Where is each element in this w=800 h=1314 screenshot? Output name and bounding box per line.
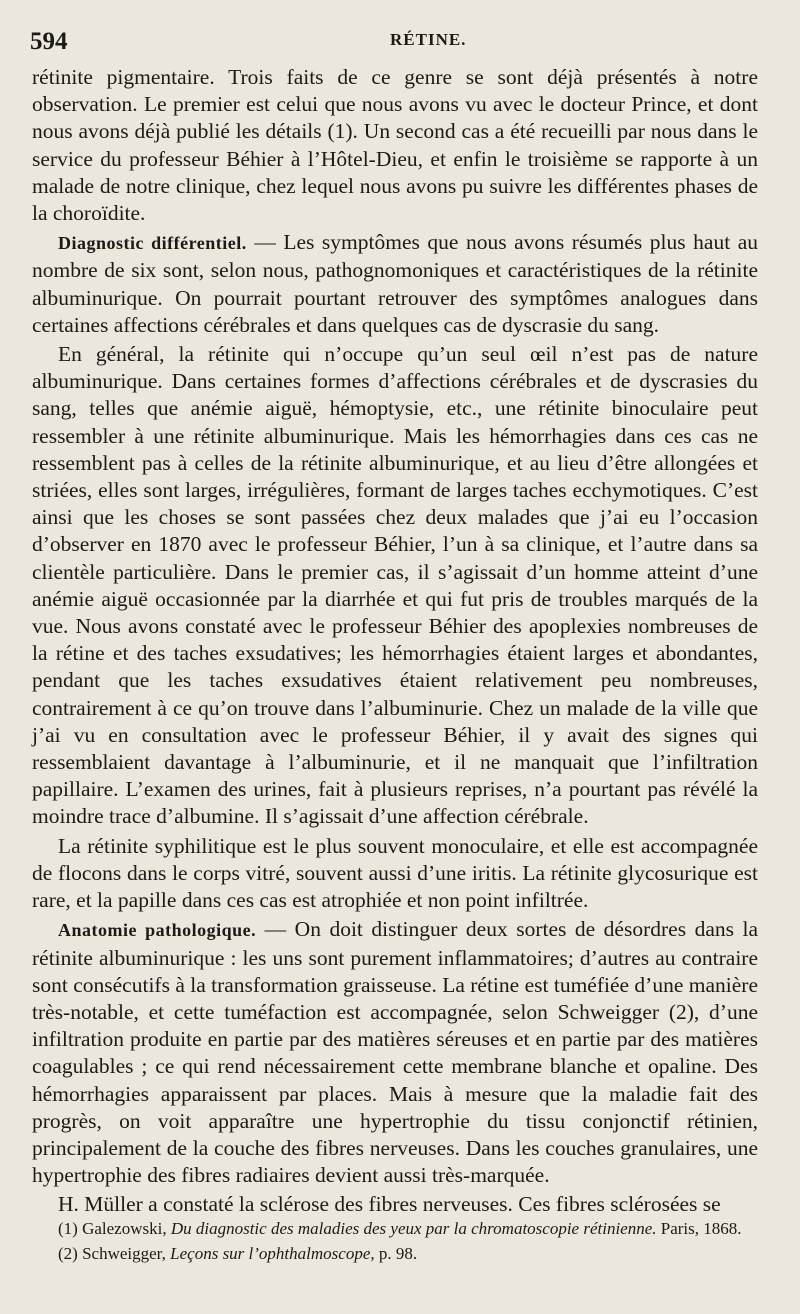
footnote-author: Schweigger, [82, 1244, 166, 1263]
paragraph [32, 916, 758, 1189]
paragraph [32, 64, 758, 227]
paragraph-text: La rétinite syphilitique est le plus souvent monoculaire, et elle est accompagnée de flocons dans le corps vitré, souvent aussi d’une iritis. La rétinite glycosurique est rare, et la papille dans ces cas est atrophiée et non point infiltrée. [32, 833, 758, 913]
body-text [32, 64, 758, 1219]
section-heading-diagnostic: Diagnostic différentiel. [58, 233, 247, 254]
paragraph [32, 833, 758, 915]
paragraph [32, 229, 758, 339]
paragraph-text: — On doit distinguer deux sortes de désordres dans la rétinite albuminurique : les uns sont purement inflammatoires; d’autres au contraire sont consécutifs à la transformation graisseuse. La rétine est tuméfiée d’une manière très-notable, et cette tuméfaction est accompagnée, selon Schweigger (2), d’une infiltration produite en partie par des matières séreuses et en partie par des matières coagulables ; ce qui rend nécessairement cette membrane blanche et opaline. Des hémorrhagies apparaissent par places. Mais à mesure que la maladie fait des progrès, on voit apparaître une hypertrophie du tissu conjonctif rétinien, principalement de la couche des fibres nerveuses. Dans les couches granulaires, une hypertrophie des fibres radiaires devient aussi très-marquée. [32, 917, 758, 1188]
footnote-rest: Paris, 1868. [660, 1219, 742, 1238]
footnote-marker: (1) [58, 1219, 78, 1238]
paragraph-text: rétinite pigmentaire. Trois faits de ce genre se sont déjà présentés à notre observation. Le premier est celui que nous avons vu avec le docteur Prince, et dont nous avons déjà publié les détails (1). Un second cas a été recueilli par nous dans le service du professeur Béhier à l’Hôtel-Dieu, et enfin le troisième se rapporte à un malade de notre clinique, chez lequel nous avons pu suivre les différentes phases de la choroïdite. [32, 65, 758, 226]
footnote-title: Du diagnostic des maladies des yeux par la chromatoscopie rétinienne. [170, 1219, 657, 1238]
footnotes [32, 1218, 758, 1265]
footnote-marker: (2) [58, 1244, 78, 1263]
section-heading-anatomie: Anatomie pathologique. [58, 920, 257, 941]
running-head: RÉTINE. [390, 30, 467, 49]
page-header [30, 28, 770, 62]
footnote [32, 1243, 758, 1265]
footnote-rest: p. 98. [378, 1244, 418, 1263]
paragraph [32, 341, 758, 831]
paragraph-text: — Les symptômes que nous avons résumés plus haut au nombre de six sont, selon nous, pathognomoniques et caractéristiques de la rétinite albuminurique. On pourrait pourtant retrouver des symptômes analogues dans certaines affections cérébrales et dans quelques cas de dyscrasie du sang. [32, 230, 758, 337]
page-number: 594 [30, 28, 68, 55]
paragraph-text: En général, la rétinite qui n’occupe qu’un seul œil n’est pas de nature albuminurique. Dans certaines formes d’affections cérébrales et de dyscrasies du sang, telles que anémie aiguë, hémoptysie, etc., une rétinite binoculaire peut ressembler à une rétinite albuminurique. Mais les hémorrhagies dans ces cas ne ressemblent pas à celles de la rétinite albuminurique, et au lieu d’être allongées et striées, elles sont larges, irrégulières, formant de larges taches ecchymotiques. C’est ainsi que les choses se sont passées chez deux malades que j’ai eu l’occasion d’observer en 1870 avec le professeur Béhier, l’un à sa clinique, et l’autre dans sa clientèle particulière. Dans le premier cas, il s’agissait d’un homme atteint d’une anémie aiguë occasionnée par la diarrhée et qui fut pris de troubles marqués de la vue. Nous avons constaté avec le professeur Béhier des apoplexies nombreuses de la rétine et des taches exsudatives; les hémorrhagies étaient larges et abondantes, pendant que les taches exsudatives étaient relativement peu nombreuses, contrairement à ce qu’on trouve dans l’albuminurie. Chez un malade de la ville que j’ai vu en consultation avec le professeur Béhier, il y avait des signes qui ressemblaient davantage à l’albuminurie, et il ne manquait que l’infiltration papillaire. L’examen des urines, fait à plusieurs reprises, n’a pourtant pas révélé la moindre trace d’albumine. Il s’agissait d’une affection cérébrale. [32, 342, 758, 829]
footnote-author: Galezowski, [82, 1219, 167, 1238]
paragraph-text: H. Müller a constaté la sclérose des fibres nerveuses. Ces fibres sclérosées se [58, 1192, 721, 1217]
paragraph [32, 1191, 758, 1218]
footnote-title: Leçons sur l’ophthalmoscope, [170, 1244, 375, 1263]
footnote [32, 1218, 758, 1240]
